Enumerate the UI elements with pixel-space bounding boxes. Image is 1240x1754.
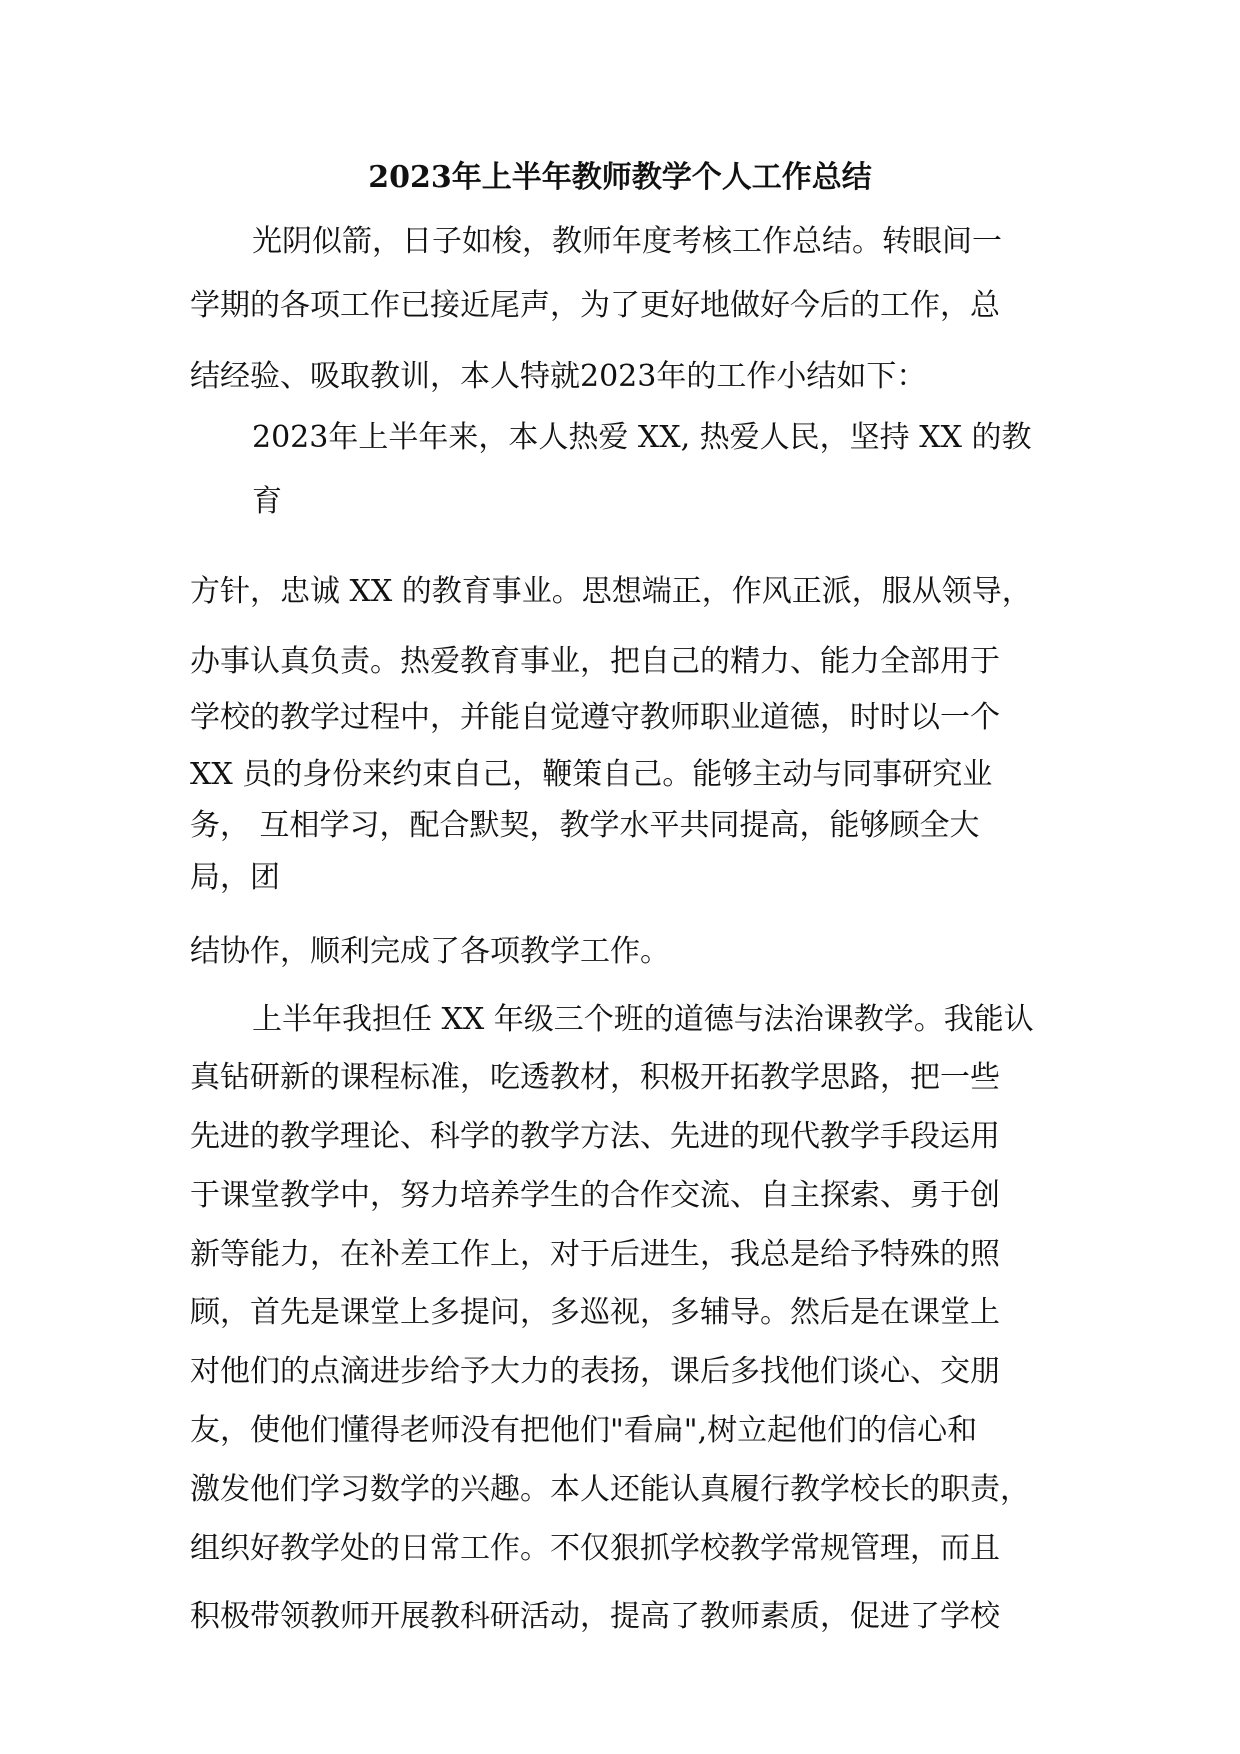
text-line: 新等能力，在补差工作上，对于后进生，我总是给予特殊的照 [190,1237,1000,1272]
text-line: 结经验、吸取教训，本人特就2023年的工作小结如下： [190,359,927,394]
text-line: 光阴似箭，日子如梭，教师年度考核工作总结。转眼间一 [252,224,1002,259]
text-line: 方针，忠诚 XX 的教育事业。思想端正，作风正派，服从领导， [190,574,1032,609]
text-line: 于课堂教学中，努力培养学生的合作交流、自主探索、勇于创 [190,1178,1000,1213]
text-line: 顾，首先是课堂上多提问，多巡视，多辅导。然后是在课堂上 [190,1295,1000,1330]
text-line: 友，使他们懂得老师没有把他们"看扁",树立起他们的信心和 [190,1413,978,1448]
text-line: XX 员的身份来约束自己，鞭策自己。能够主动与同事研究业 [190,757,993,792]
text-line: 积极带领教师开展教科研活动，提高了教师素质，促进了学校 [190,1599,1000,1634]
text-line: 组织好教学处的日常工作。不仅狠抓学校教学常规管理，而且 [190,1531,1000,1566]
text-line: 先进的教学理论、科学的教学方法、先进的现代教学手段运用 [190,1119,1000,1154]
document-title: 2023年上半年教师教学个人工作总结 [368,160,872,195]
text-line: 局，团 [190,860,280,895]
text-line: 上半年我担任 XX 年级三个班的道德与法治课教学。我能认 [252,1002,1034,1037]
text-line: 学期的各项工作已接近尾声，为了更好地做好今后的工作，总 [190,288,1000,323]
text-line: 育 [252,484,282,519]
text-line: 2023年上半年来，本人热爱 XX, 热爱人民，坚持 XX 的教 [252,420,1032,455]
text-line: 务， 互相学习，配合默契，教学水平共同提高，能够顾全大 [190,808,980,843]
text-line: 对他们的点滴进步给予大力的表扬，课后多找他们谈心、交朋 [190,1354,1000,1389]
text-line: 激发他们学习数学的兴趣。本人还能认真履行教学校长的职责， [190,1472,1030,1507]
text-line: 办事认真负责。热爱教育事业，把自己的精力、能力全部用于 [190,644,1000,679]
text-line: 学校的教学过程中，并能自觉遵守教师职业道德，时时以一个 [190,700,1000,735]
text-line: 真钻研新的课程标准，吃透教材，积极开拓教学思路，把一些 [190,1060,1000,1095]
text-line: 结协作，顺利完成了各项教学工作。 [190,934,670,969]
